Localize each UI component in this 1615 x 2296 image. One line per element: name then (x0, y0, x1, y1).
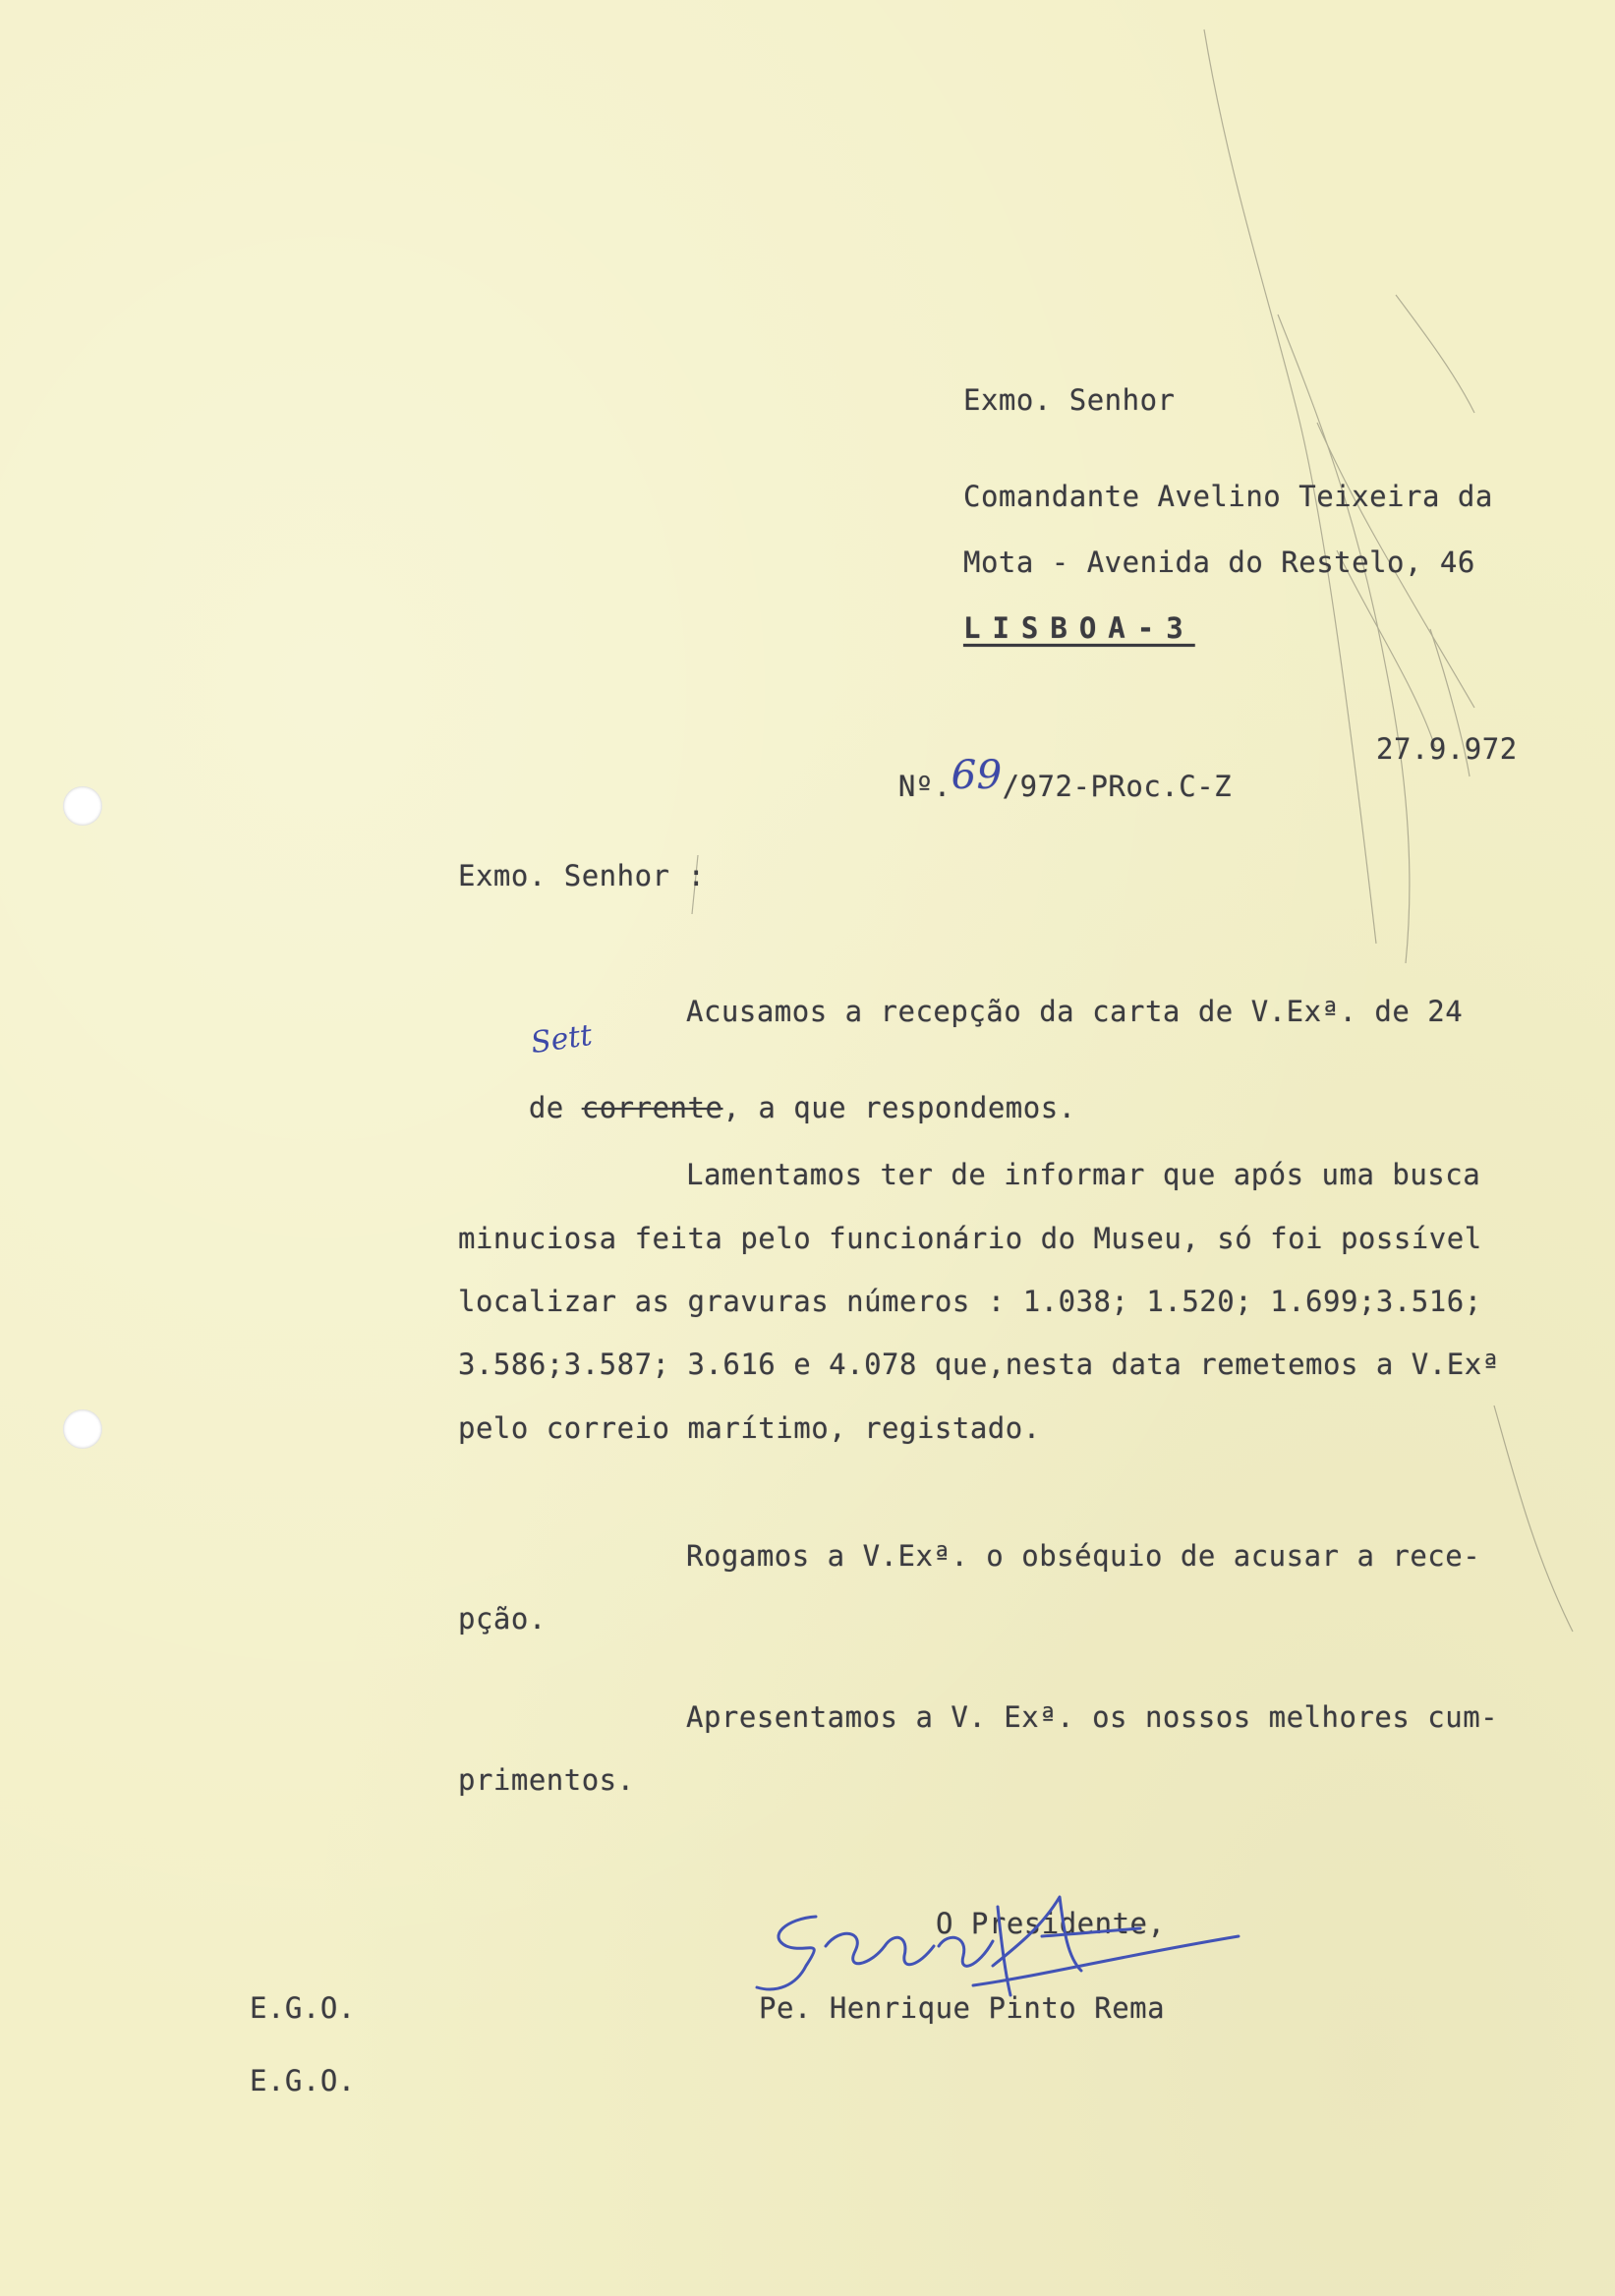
reference-line (828, 727, 1232, 839)
greeting: Exmo. Senhor : (458, 859, 706, 892)
paragraph-2-line-2: minuciosa feita pelo funcionário do Museu, só foi possível (458, 1222, 1482, 1255)
initials-1: E.G.O. (250, 1991, 356, 2025)
reference-number-handwritten: 69 (951, 753, 1003, 798)
reference-suffix: /972-PRoc.C-Z (1002, 770, 1233, 803)
punch-hole-top (63, 786, 102, 826)
paragraph-2-line-4: 3.586;3.587; 3.616 e 4.078 que,nesta data remetemos a V.Exª (458, 1348, 1500, 1381)
paragraph-2-line-3: localizar as gravuras números : 1.038; 1.520; 1.699;3.516; (458, 1285, 1482, 1318)
paragraph-3-line-1: Rogamos a V.Exª. o obséquio de acusar a rece- (686, 1539, 1481, 1573)
letter-date: 27.9.972 (1376, 732, 1518, 766)
paragraph-1-end: , a que respondemos. (722, 1091, 1076, 1124)
signature-drawing (747, 1877, 1258, 2025)
initials-2: E.G.O. (250, 2064, 356, 2097)
recipient-city: LISBOA-3 (963, 611, 1195, 645)
reference-prefix: Nº. (897, 770, 952, 803)
signatory-name: Pe. Henrique Pinto Rema (759, 1991, 1166, 2025)
paragraph-2-line-1: Lamentamos ter de informar que após uma busca (686, 1158, 1481, 1191)
struck-word-corrente: corrente (581, 1091, 723, 1124)
paragraph-2-line-5: pelo correio marítimo, registado. (458, 1411, 1041, 1445)
paragraph-1-de: de (528, 1091, 564, 1124)
paragraph-1-line-2 (458, 1058, 1076, 1158)
handwritten-correction-sett: Sett (528, 1017, 595, 1062)
paragraph-1-line-1: Acusamos a recepção da carta de V.Exª. de 24 (686, 995, 1464, 1028)
paragraph-4-line-2: primentos. (458, 1763, 635, 1797)
paragraph-3-line-2: pção. (458, 1602, 547, 1636)
paragraph-4-line-1: Apresentamos a V. Exª. os nossos melhores cum- (686, 1700, 1499, 1734)
recipient-name-line-1: Comandante Avelino Teixeira da (963, 480, 1493, 513)
closing-title: O Presidente, (936, 1907, 1166, 1940)
punch-hole-bottom (63, 1409, 102, 1449)
recipient-name-line-2: Mota - Avenida do Restelo, 46 (963, 545, 1475, 579)
signature (747, 1877, 1258, 2029)
recipient-salutation: Exmo. Senhor (963, 383, 1176, 417)
